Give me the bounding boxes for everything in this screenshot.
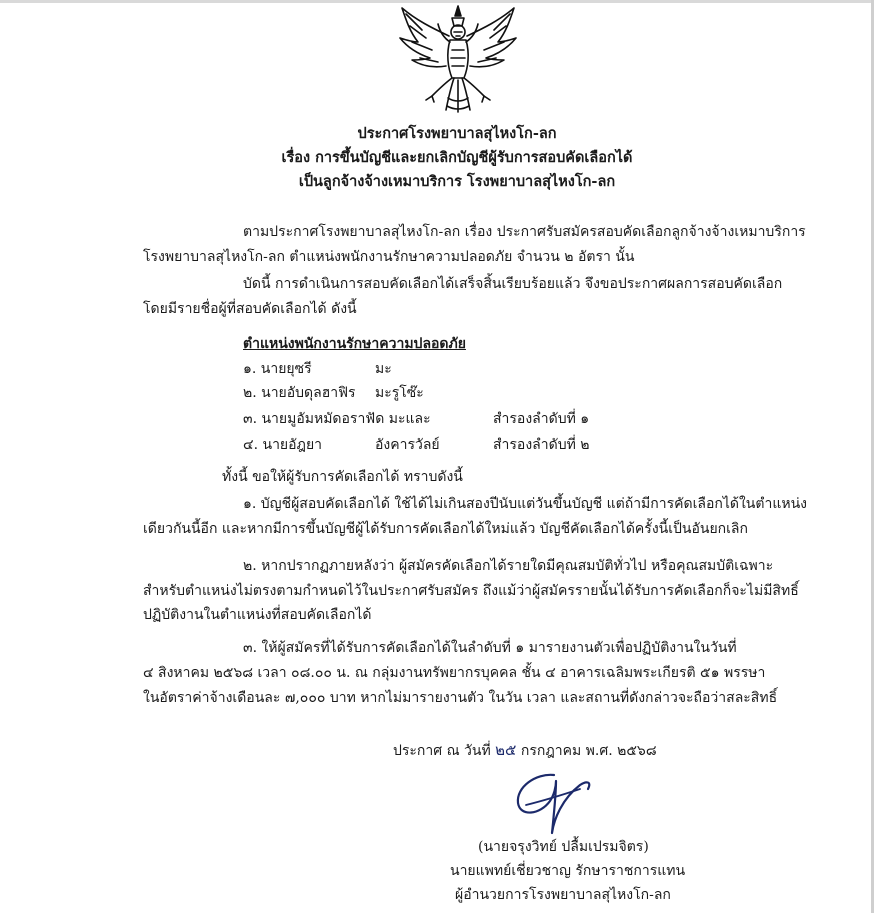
- document-header: [0, 122, 874, 194]
- candidate-name: ๑. นายยุซรี: [243, 361, 312, 377]
- header-title: ประกาศโรงพยาบาลสุไหงโก-ลก: [357, 125, 557, 142]
- candidate-surname: มะรูโซ๊ะ: [375, 385, 424, 401]
- garuda-emblem-icon: [392, 2, 524, 114]
- term-2-line-3: ปฏิบัติงานในตำแหน่งที่สอบคัดเลือกได้: [143, 607, 372, 623]
- candidate-note: สำรองลำดับที่ ๒: [493, 437, 590, 453]
- signatory-title-1: นายแพทย์เชี่ยวชาญ รักษาราชการแทน: [450, 863, 686, 879]
- announce-line: [393, 738, 657, 762]
- candidate-surname: มะ: [375, 361, 392, 377]
- term-1-line-1: ๑. บัญชีผู้สอบคัดเลือกได้ ใช้ได้ไม่เกินสองปีนับแต่วันขึ้นบัญชี แต่ถ้ามีการคัดเลือกได้ในตำแหน่ง: [243, 496, 807, 512]
- terms-intro: ทั้งนี้ ขอให้ผู้รับการคัดเลือกได้ ทราบดังนี้: [222, 469, 463, 485]
- signatory-title-2: ผู้อำนวยการโรงพยาบาลสุไหงโก-ลก: [455, 887, 671, 903]
- candidate-name: ๓. นายมูอัมหมัดอราฟัด มะและ: [243, 411, 431, 427]
- term-2-line-1: ๒. หากปรากฏภายหลังว่า ผู้สมัครคัดเลือกได้รายใดมีคุณสมบัติทั่วไป หรือคุณสมบัติเฉพาะ: [243, 558, 774, 574]
- candidate-note: สำรองลำดับที่ ๑: [493, 411, 590, 427]
- position-heading: ตำแหน่งพนักงานรักษาความปลอดภัย: [243, 336, 466, 352]
- signatory-name: (นายจรุงวิทย์ ปลื้มเปรมจิตร): [478, 839, 649, 855]
- candidate-surname: อังคารวัลย์: [375, 437, 440, 453]
- term-3-line-3: ในอัตราค่าจ้างเดือนละ ๗,๐๐๐ บาท หากไม่มารายงานตัว ในวัน เวลา และสถานที่ดังกล่าวจะถือว่าสละสิทธิ์: [143, 690, 778, 706]
- intro-line-2: โรงพยาบาลสุไหงโก-ลก ตำแหน่งพนักงานรักษาความปลอดภัย จำนวน ๒ อัตรา นั้น: [143, 249, 635, 265]
- signature-icon: [496, 765, 616, 845]
- intro-line-1: ตามประกาศโรงพยาบาลสุไหงโก-ลก เรื่อง ประกาศรับสมัครสอบคัดเลือกลูกจ้างจ้างเหมาบริการ: [243, 224, 806, 240]
- header-subject-cont: เป็นลูกจ้างจ้างเหมาบริการ โรงพยาบาลสุไหงโก-ลก: [298, 173, 616, 190]
- announce-month-year: กรกฎาคม พ.ศ. ๒๕๖๘: [520, 743, 657, 759]
- header-subject: เรื่อง การขึ้นบัญชีและยกเลิกบัญชีผู้รับการสอบคัดเลือกได้: [281, 149, 633, 166]
- candidate-name: ๒. นายอับดุลฮาฟิร: [243, 385, 356, 401]
- intro-line-3: บัดนี้ การดำเนินการสอบคัดเลือกได้เสร็จสิ้นเรียบร้อยแล้ว จึงขอประกาศผลการสอบคัดเลือก: [243, 276, 783, 292]
- candidate-name: ๔. นายอัฎยา: [243, 437, 323, 453]
- announce-prefix: ประกาศ ณ วันที่: [393, 743, 491, 759]
- term-3-line-2: ๔ สิงหาคม ๒๕๖๘ เวลา ๐๘.๐๐ น. ณ กลุ่มงานทรัพยากรบุคคล ชั้น ๔ อาคารเฉลิมพระเกียรติ ๕๑ พรรษา: [143, 665, 766, 681]
- term-3-line-1: ๓. ให้ผู้สมัครที่ได้รับการคัดเลือกได้ในลำดับที่ ๑ มารายงานตัวเพื่อปฏิบัติงานในวันที่: [243, 640, 737, 656]
- term-2-line-2: สำหรับตำแหน่งไม่ตรงตามกำหนดไว้ในประกาศรับสมัคร ถึงแม้ว่าผู้สมัครรายนั้นได้รับการคัดเลือกก็จะไม่มีสิทธิ์: [143, 583, 799, 599]
- announce-day: ๒๕: [495, 741, 517, 759]
- term-1-line-2: เดียวกันนี้อีก และหากมีการขึ้นบัญชีผู้ได้รับการคัดเลือกได้ใหม่แล้ว บัญชีคัดเลือกได้ครั้งนี้เป็นอันยกเลิก: [143, 521, 748, 537]
- intro-line-4: โดยมีรายชื่อผู้ที่สอบคัดเลือกได้ ดังนี้: [143, 301, 357, 317]
